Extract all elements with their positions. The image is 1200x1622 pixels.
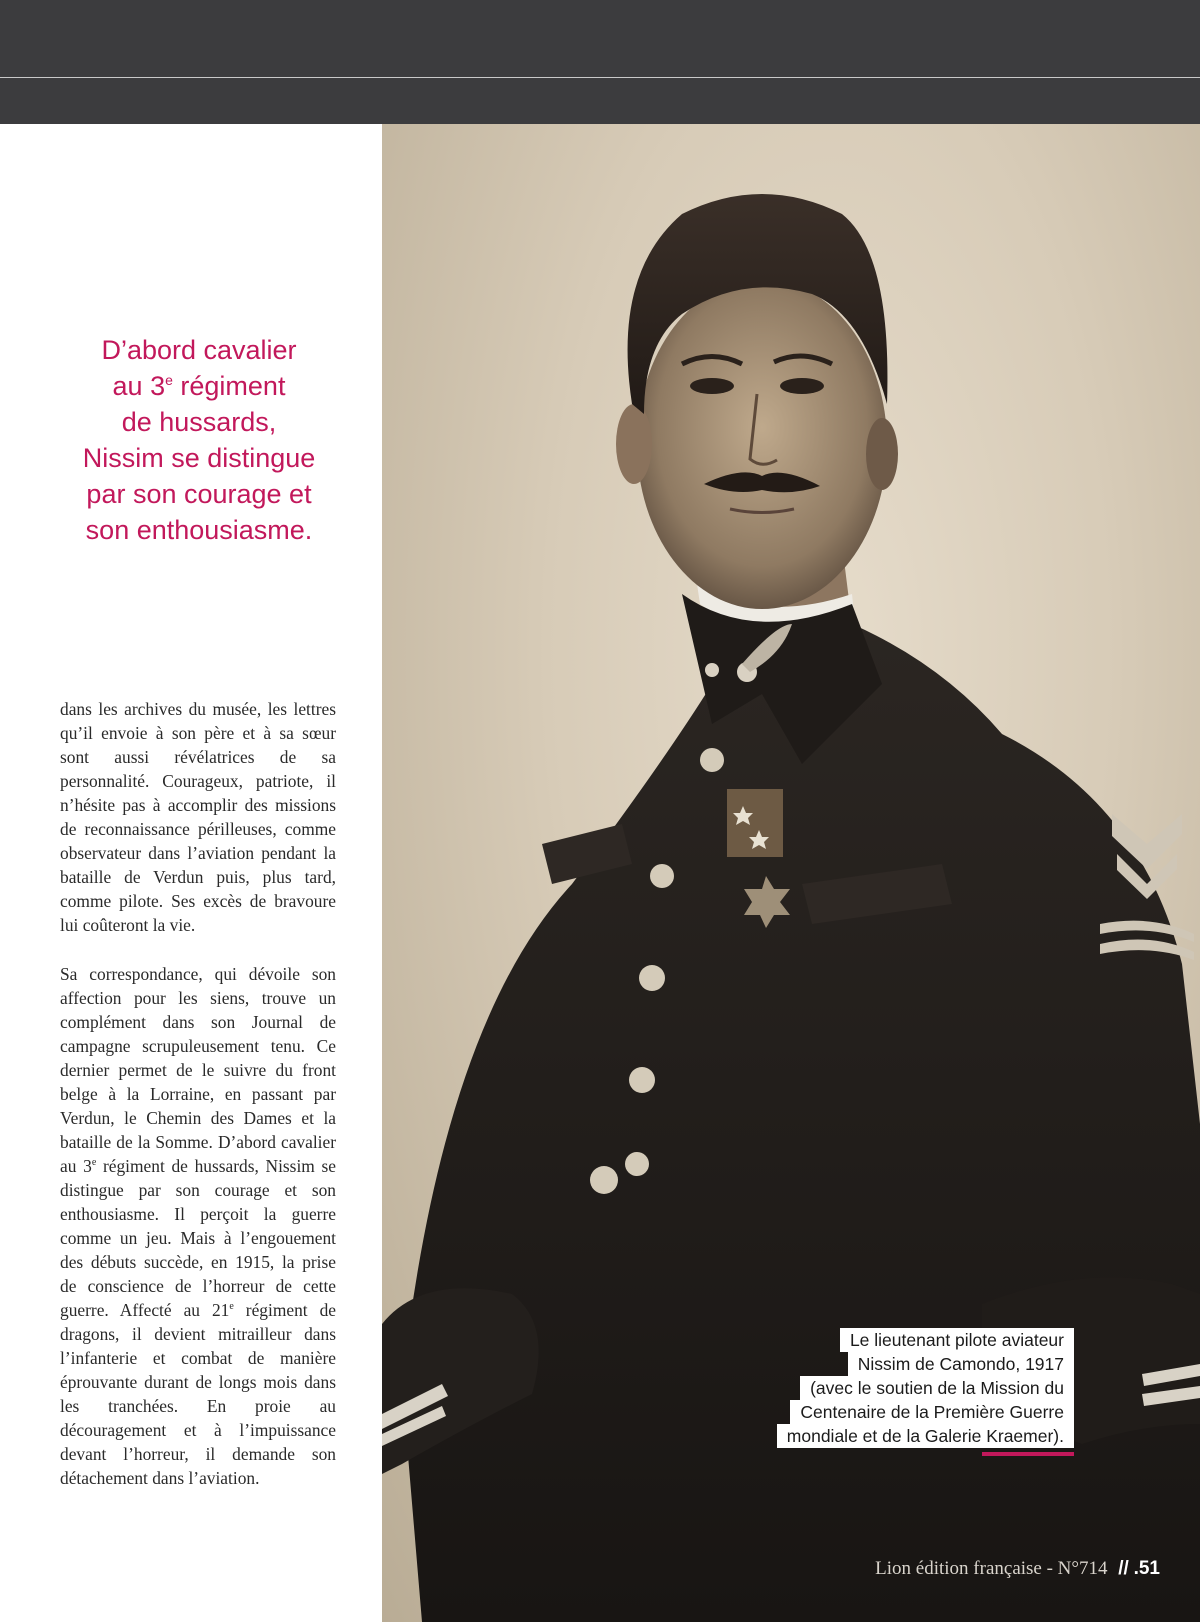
superscript: e bbox=[165, 372, 173, 388]
pull-quote-text: au 3 bbox=[112, 371, 166, 401]
caption-line: Centenaire de la Première Guerre bbox=[790, 1400, 1074, 1424]
page-number: .51 bbox=[1133, 1558, 1160, 1579]
article-text: régiment de hussards, Nissim se distingue par son courage et son enthousiasme. Il perçoit la guerre comme un jeu. Mais à l’engouement des débuts succède, en 1915, la prise de conscience de l’horreur de cette guerre. Affecté au 21 bbox=[60, 1156, 336, 1320]
pull-quote-line: son enthousiasme. bbox=[85, 515, 313, 545]
article-paragraph: dans les archives du musée, les lettres qu’il envoie à son père et à sa sœur sont aussi révélatrices de sa personnalité. Courageux, patriote, il n’hésite pas à accomplir des missions de reconnaissance périlleuses, comme observateur dans l’aviation pendant la bataille de Verdun puis, plus tard, comme pilote. Ses excès de bravoure lui coûteront la vie. bbox=[60, 699, 336, 935]
pull-quote-line: Nissim se distingue bbox=[82, 443, 316, 473]
caption-line: mondiale et de la Galerie Kraemer). bbox=[777, 1424, 1074, 1448]
article-paragraph bbox=[60, 962, 336, 1490]
page-footer bbox=[875, 1558, 1160, 1580]
header-bar bbox=[0, 0, 1200, 124]
caption-line: Le lieutenant pilote aviateur bbox=[840, 1328, 1074, 1352]
pull-quote-line: par son courage et bbox=[86, 479, 312, 509]
caption-line: (avec le soutien de la Mission du bbox=[800, 1376, 1074, 1400]
photo-caption bbox=[744, 1328, 1074, 1448]
caption-accent-bar bbox=[982, 1452, 1074, 1456]
header-rule bbox=[0, 77, 1200, 78]
pull-quote-line: D’abord cavalier bbox=[101, 335, 297, 365]
pull-quote bbox=[40, 332, 358, 548]
superscript: e bbox=[91, 1157, 97, 1168]
footer-separator: // bbox=[1118, 1558, 1129, 1579]
article-text: Sa correspondance, qui dévoile son affection pour les siens, trouve un complément dans son Journal de campagne scrupuleusement tenu. Ce dernier permet de le suivre du front belge à la Lorraine, en passant par Verdun, le Chemin des Dames et la bataille de la Somme. D’abord cavalier au 3 bbox=[60, 964, 336, 1176]
superscript: e bbox=[229, 1301, 234, 1312]
pull-quote-line bbox=[40, 368, 358, 404]
magazine-name: Lion édition française - N°714 bbox=[875, 1558, 1108, 1579]
caption-line: Nissim de Camondo, 1917 bbox=[848, 1352, 1074, 1376]
pull-quote-line: de hussards, bbox=[121, 407, 277, 437]
pull-quote-text: régiment bbox=[172, 371, 286, 401]
article-text: régiment de dragons, il devient mitrailleur dans l’infanterie et combat de manière éprouvante durant de longs mois dans les tranchées. En proie au découragement et à l’impuissance devant l’horreur, il demande son détachement dans l’aviation. bbox=[60, 1300, 336, 1488]
